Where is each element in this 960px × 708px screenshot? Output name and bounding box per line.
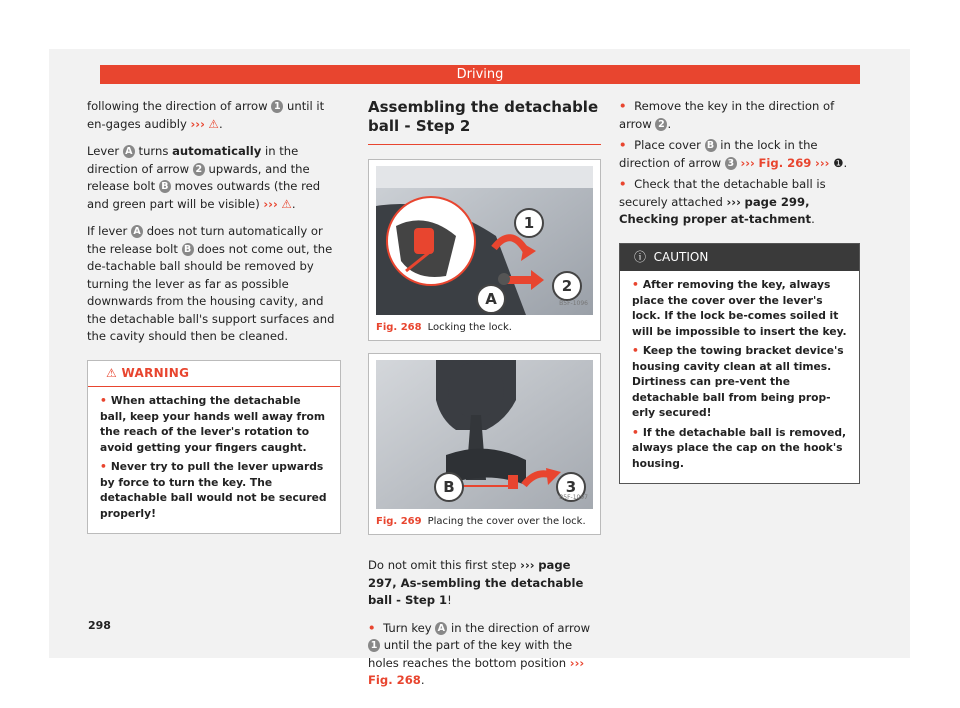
bullet-paragraph: • Check that the detachable ball is securely attached ››› page 299, Checking proper at-tachment. [619, 177, 826, 226]
callout-badge: B [182, 243, 194, 256]
callout-badge: 2 [655, 118, 667, 131]
callout-badge: A [123, 145, 135, 158]
figure-reference-link[interactable]: Fig. 269 [758, 155, 812, 170]
page-number: 298 [88, 619, 111, 632]
column-middle [368, 98, 601, 700]
caution-item: • If the detachable ball is removed, always place the cap on the hook's housing. [632, 425, 847, 470]
figure-caption: Fig. 268 Locking the lock. [376, 322, 512, 333]
callout-badge: 1 [368, 639, 380, 652]
warning-item: • When attaching the detachable ball, keep your hands well away from the reach of the lever's rotation to avoid getting your fingers caught. [100, 394, 325, 454]
callout-1: 1 [514, 208, 544, 238]
paragraph: Do not omit this first step ››› page 297, As-sembling the detachable ball - Step 1! [368, 558, 584, 607]
warning-header: ⚠ WARNING [88, 361, 340, 388]
caution-item: • Keep the towing bracket device's housing cavity clean at all times. Dirtiness can pre-vent the detachable ball from being prop-erly secured! [632, 344, 844, 419]
warning-item: • Never try to pull the lever upwards by force to turn the key. The detachable ball would not be secured properly! [100, 460, 327, 520]
callout-badge: B [159, 180, 171, 193]
callout-2: 2 [552, 271, 582, 301]
warning-icon: ⚠ [106, 365, 118, 380]
column-left [87, 98, 341, 534]
caution-item: • After removing the key, always place the cover over the lever's lock. If the lock be-comes soiled it will be impossible to insert the key. [632, 278, 847, 338]
column-right [619, 98, 860, 484]
figure-image [376, 166, 593, 315]
paragraph: following the direction of arrow 1 until it en-gages audibly ››› ⚠. [87, 99, 325, 131]
callout-3: 3 [556, 472, 586, 502]
callout-badge: 2 [193, 163, 205, 176]
warning-icon: ⚠ [208, 116, 219, 131]
image-code: B5F-1097 [559, 493, 588, 501]
callout-badge: B [705, 139, 717, 152]
callout-B: B [434, 472, 464, 502]
page-reference-link[interactable]: page 297, As-sembling the detachable ball - Step 1 [368, 558, 584, 607]
figure-image [376, 360, 593, 509]
bullet-paragraph: • Turn key A in the direction of arrow 1 until the part of the key with the holes reaches the bottom position ››› Fig. 268. [368, 620, 591, 687]
page-header: Driving [100, 65, 860, 84]
figure-268 [368, 159, 601, 341]
paragraph: If lever A does not turn automatically or the release bolt B does not come out, the de-tachable ball should be removed by turning the lever as far as possible downwards from the housing cavity, and the detachable ball's support surfaces and the cavity should then be cleaned. [87, 224, 335, 343]
page-reference-link[interactable]: page 299, Checking proper at-tachment [619, 194, 812, 226]
figure-caption: Fig. 269 Placing the cover over the lock. [376, 516, 586, 527]
caution-header: ⓘ CAUTION [620, 244, 859, 272]
reference-arrows: ››› [263, 196, 278, 211]
caution-icon: ⓘ [634, 249, 647, 264]
bullet-paragraph: • Remove the key in the direction of arrow 2 . [619, 99, 835, 131]
callout-A: A [476, 284, 506, 314]
callout-badge: 1 [271, 100, 283, 113]
callout-badge: 3 [725, 157, 737, 170]
callout-badge: A [131, 225, 143, 238]
bullet-paragraph: • Place cover B in the lock in the direction of arrow 3 ››› Fig. 269 ››› ❶. [619, 138, 848, 170]
figure-269 [368, 353, 601, 535]
caution-icon: ❶ [833, 155, 844, 170]
warning-icon: ⚠ [281, 196, 292, 211]
image-code: B5F-1096 [559, 299, 588, 307]
warning-box [87, 360, 341, 535]
section-title: Assembling the detachable ball - Step 2 [368, 98, 601, 145]
paragraph: Lever A turns automatically in the direction of arrow 2 upwards, and the release bolt B moves outwards (the red and green part will be visible) ››› ⚠. [87, 144, 321, 211]
callout-badge: A [435, 622, 447, 635]
figure-reference-link[interactable]: Fig. 268 [368, 673, 421, 687]
reference-arrows: ››› [190, 116, 205, 131]
caution-box [619, 243, 860, 485]
